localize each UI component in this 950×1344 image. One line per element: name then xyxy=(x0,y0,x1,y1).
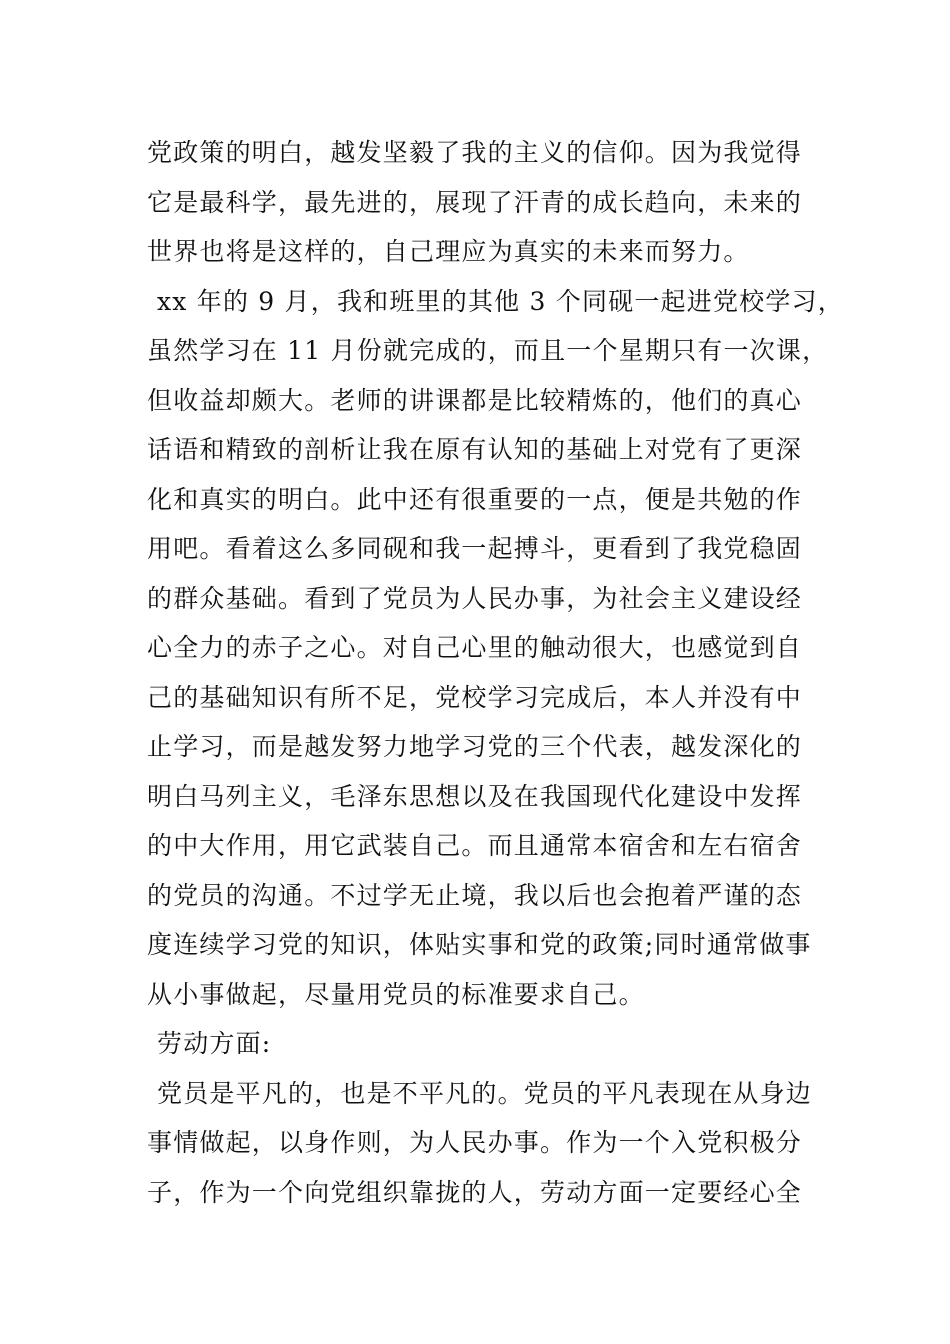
text-line-22: 子，作为一个向党组织靠拢的人，劳动方面一定要经心全 xyxy=(147,1177,803,1207)
text-line-1: 党政策的明白，越发坚毅了我的主义的信仰。因为我觉得 xyxy=(147,138,803,167)
text-line-21: 事情做起，以身作则，为人民办事。作为一个入党积极分 xyxy=(147,1128,803,1157)
text-line-12: 己的基础知识有所不足，党校学习完成后，本人并没有中 xyxy=(147,682,803,712)
text-line-10: 的群众基础。看到了党员为人民办事，为社会主义建设经 xyxy=(147,583,803,613)
text-line-20: 党员是平凡的，也是不平凡的。党员的平凡表现在从身边 xyxy=(157,1078,813,1108)
text-line-14: 明白马列主义，毛泽东思想以及在我国现代化建设中发挥 xyxy=(147,781,803,811)
section-heading-labor: 劳动方面: xyxy=(157,1029,272,1058)
document-body xyxy=(147,128,844,1217)
text-line-6: 但收益却颇大。老师的讲课都是比较精炼的，他们的真心 xyxy=(147,385,803,415)
text-line-16: 的党员的沟通。不过学无止境，我以后也会抱着严谨的态 xyxy=(147,880,803,910)
text-line-7: 话语和精致的剖析让我在原有认知的基础上对党有了更深 xyxy=(147,435,803,464)
text-line-5: 虽然学习在 11 月份就完成的，而且一个星期只有一次课， xyxy=(147,336,829,365)
text-line-9: 用吧。看着这么多同砚和我一起搏斗，更看到了我党稳固 xyxy=(147,534,803,563)
text-line-17: 度连续学习党的知识，体贴实事和党的政策;同时通常做事 xyxy=(147,930,812,959)
text-line-4: xx 年的 9 月，我和班里的其他 3 个同砚一起进党校学习， xyxy=(157,286,844,316)
text-line-8: 化和真实的明白。此中还有很重要的一点，便是共勉的作 xyxy=(147,484,803,514)
text-line-15: 的中大作用，用它武装自己。而且通常本宿舍和左右宿舍 xyxy=(147,831,803,860)
text-line-3: 世界也将是这样的，自己理应为真实的未来而努力。 xyxy=(147,237,750,266)
text-line-2: 它是最科学，最先进的，展现了汗青的成长趋向，未来的 xyxy=(147,187,803,217)
text-line-18: 从小事做起，尽量用党员的标准要求自己。 xyxy=(147,979,645,1009)
text-line-11: 心全力的赤子之心。对自己心里的触动很大，也感觉到自 xyxy=(147,633,803,662)
text-line-13: 止学习，而是越发努力地学习党的三个代表，越发深化的 xyxy=(147,732,803,761)
